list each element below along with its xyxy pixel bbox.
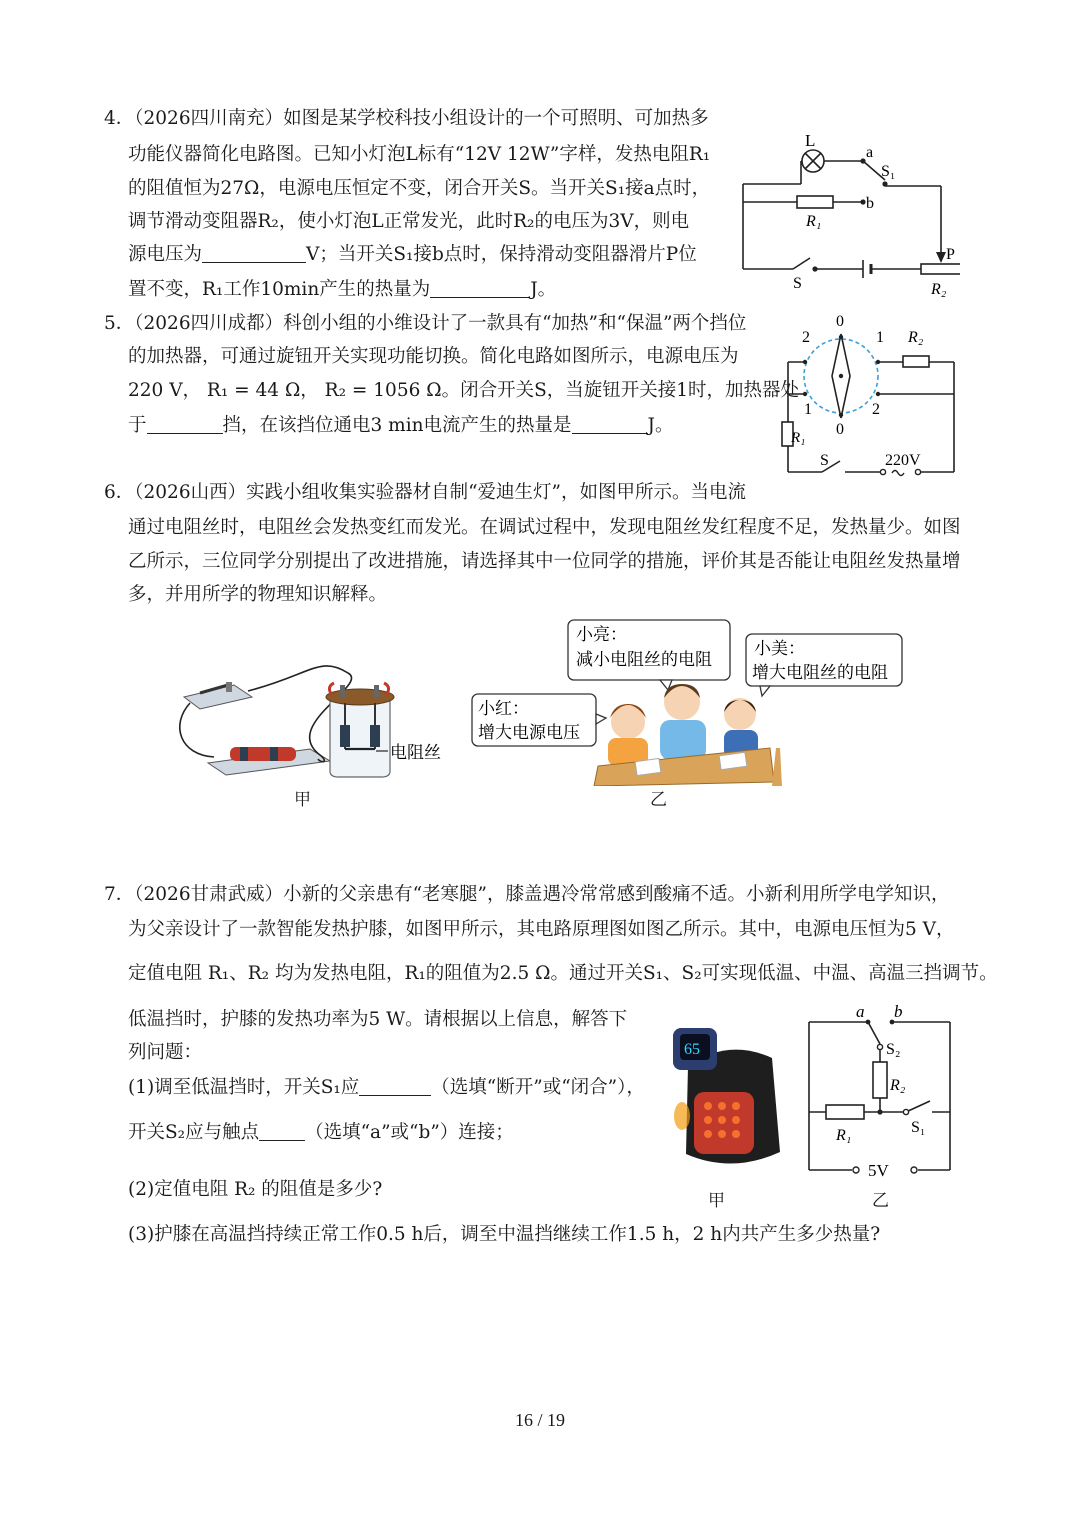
q5-line-4b: 挡，在该挡位通电3 min电流产生的热量是 (222, 415, 572, 436)
q7-knee-pad-display: 65 (684, 1041, 700, 1058)
q6-bubble-mei-name: 小美： (754, 639, 805, 658)
q6-edison-lamp-figure (170, 645, 460, 780)
q4-label-R2: R₂ (931, 281, 947, 298)
q4-label-R1: R₁ (806, 213, 822, 230)
q6-bubble-liang-name: 小亮： (576, 625, 627, 644)
q4-line-2: 功能仪器简化电路图。已知小灯泡L标有“12V 12W”字样，发热电阻R₁ (128, 144, 711, 165)
q6-line-3: 乙所示，三位同学分别提出了改进措施，请选择其中一位同学的措施，评价其是否能让电阻丝发热量增 (128, 551, 961, 572)
q7-circuit-diagram (800, 1000, 960, 1178)
q4-line-1: 4．（2026四川南充）如图是某学校科技小组设计的一个可照明、可加热多 (104, 108, 709, 129)
q6-label-resistance-wire: 电阻丝 (390, 743, 441, 762)
q7-caption-yi: 乙 (872, 1191, 889, 1211)
q7-line-7 (128, 1118, 514, 1148)
q7-label-a: a (856, 1002, 865, 1021)
q5-label-R2: R₂ (908, 329, 924, 346)
q4-label-P: P (946, 246, 955, 263)
q7-line-2: 为父亲设计了一款智能发热护膝，如图甲所示，其电路原理图如图乙所示。其中，电源电压恒为5 V， (128, 919, 955, 940)
q4-line-5 (128, 240, 697, 270)
q4-label-b: b (866, 195, 874, 212)
q5-line-1: 5．（2026四川成都）科创小组的小维设计了一款具有“加热”和“保温”两个挡位 (104, 313, 747, 334)
q4-label-L: L (805, 131, 816, 150)
q7-line-7b: （选填“a”或“b”）连接； (305, 1122, 514, 1143)
q7-line-7a: 开关S₂应与触点 (128, 1122, 260, 1143)
q7-label-S2: S₂ (886, 1041, 901, 1058)
q4-line-4: 调节滑动变阻器R₂，使小灯泡L正常发光，此时R₂的电压为3V，则电 (128, 211, 690, 232)
q5-label-top-1: 1 (876, 329, 884, 346)
q7-line-4: 低温挡时，护膝的发热功率为5 W。请根据以上信息，解答下 (128, 1009, 628, 1030)
q7-blank-s2 (259, 1120, 305, 1141)
q5-label-bottom-1: 1 (804, 401, 812, 418)
q7-blank-s1 (359, 1075, 431, 1096)
q4-line-5b: V；当开关S₁接b点时，保持滑动变阻器滑片P位 (306, 244, 697, 265)
q4-label-S: S (793, 275, 802, 292)
q6-bubble-liang-text: 减小电阻丝的电阻 (576, 650, 712, 669)
q7-line-6b: （选填“断开”或“闭合”）， (431, 1077, 645, 1098)
q5-label-top-0: 0 (836, 313, 844, 330)
q6-line-4: 多，并用所学的物理知识解释。 (128, 584, 388, 605)
q7-question-3: (3)护膝在高温挡持续正常工作0.5 h后，调至中温挡继续工作1.5 h，2 h内共产生多少热量? (128, 1224, 881, 1245)
q5-blank-heat (572, 413, 648, 434)
q4-line-6a: 置不变，R₁工作10min产生的热量为 (128, 279, 431, 300)
q4-blank-heat (430, 277, 530, 298)
q5-line-4c: J。 (647, 415, 674, 436)
q7-label-b: b (894, 1002, 903, 1021)
q5-line-4 (128, 411, 673, 441)
q7-label-5V: 5V (868, 1161, 889, 1178)
q7-caption-jia: 甲 (708, 1191, 725, 1211)
q4-line-6b: J。 (530, 279, 557, 300)
q6-line-1: 6．（2026山西）实践小组收集实验器材自制“爱迪生灯”，如图甲所示。当电流 (104, 482, 747, 503)
q5-label-top-2: 2 (802, 329, 810, 346)
q6-bubble-hong-text: 增大电源电压 (478, 723, 580, 742)
q7-label-R1: R₁ (836, 1127, 852, 1144)
q4-label-a: a (866, 144, 874, 161)
q5-line-4a: 于 (128, 415, 147, 436)
q5-label-R1: R₁ (791, 430, 806, 446)
q4-line-3: 的阻值恒为27Ω，电源电压恒定不变，闭合开关S。当开关S₁接a点时， (128, 178, 711, 199)
q7-line-6a: (1)调至低温挡时，开关S₁应 (128, 1077, 360, 1098)
q6-bubble-hong-name: 小红： (478, 699, 529, 718)
q6-line-2: 通过电阻丝时，电阻丝会发热变红而发光。在调试过程中，发现电阻丝发红程度不足，发热量少。如图 (128, 517, 961, 538)
q5-label-S: S (820, 452, 829, 469)
q4-circuit-diagram (735, 128, 960, 303)
q4-blank-voltage (202, 242, 306, 263)
q4-label-S1: S₁ (881, 163, 896, 180)
q7-line-5: 列问题： (128, 1042, 203, 1063)
q7-knee-pad-image (668, 1024, 788, 1176)
q7-line-3: 定值电阻 R₁、R₂ 均为发热电阻，R₁的阻值为2.5 Ω。通过开关S₁、S₂可实现低温、中温、高温三挡调节。 (128, 963, 998, 984)
q4-line-6 (128, 275, 556, 305)
q5-blank-gear (147, 413, 223, 434)
q6-caption-yi: 乙 (650, 790, 667, 810)
q5-label-bottom-2: 2 (872, 401, 880, 418)
q5-label-bottom-0: 0 (836, 421, 844, 438)
q6-students-illustration (470, 618, 910, 786)
q5-circuit-diagram (778, 310, 960, 478)
q5-label-220V: 220V (885, 452, 921, 469)
q7-line-1: 7．（2026甘肃武威）小新的父亲患有“老寒腿”，膝盖遇冷常常感到酸痛不适。小新利用所学电学知识， (104, 884, 950, 905)
q6-caption-jia: 甲 (294, 790, 311, 810)
page-number: 16 / 19 (514, 1410, 565, 1430)
q5-line-3: 220 V， R₁ = 44 Ω， R₂ = 1056 Ω。闭合开关S，当旋钮开关接1时，加热器处 (128, 380, 800, 401)
q7-question-2: (2)定值电阻 R₂ 的阻值是多少? (128, 1179, 383, 1200)
q7-label-R2: R₂ (890, 1077, 906, 1094)
q4-line-5a: 源电压为 (128, 244, 203, 265)
q7-label-S1: S₁ (911, 1119, 926, 1136)
q5-line-2: 的加热器，可通过旋钮开关实现功能切换。简化电路如图所示，电源电压为 (128, 346, 739, 367)
q6-bubble-mei-text: 增大电阻丝的电阻 (752, 663, 888, 682)
q7-line-6 (128, 1073, 645, 1103)
